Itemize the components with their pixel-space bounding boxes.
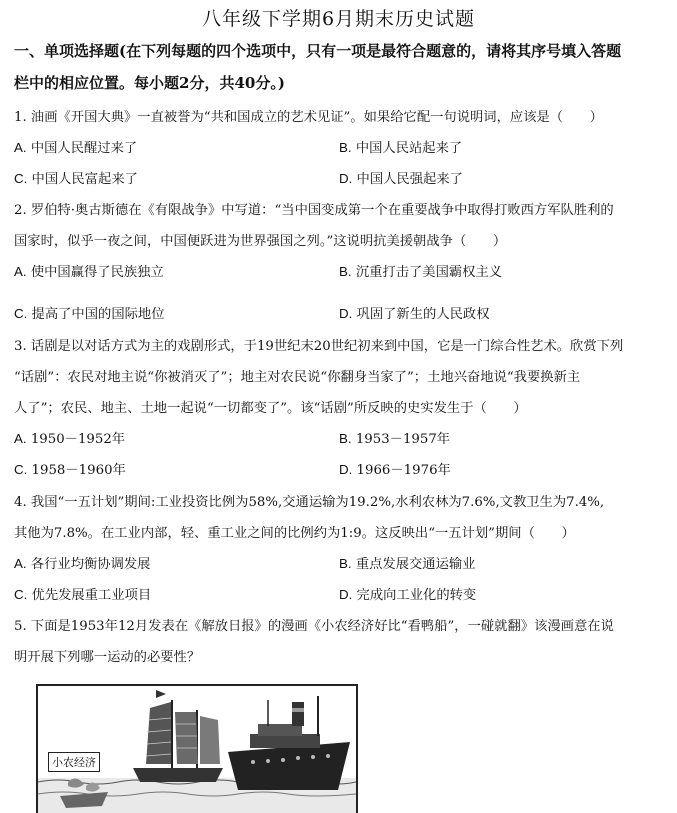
option-text: 完成向工业化的转变: [356, 588, 477, 603]
cartoon-drawing: [38, 686, 356, 813]
q4-option-d[interactable]: [339, 584, 476, 603]
q3-option-d[interactable]: [339, 459, 451, 478]
option-key: B.: [339, 264, 352, 279]
q4-option-b[interactable]: [339, 553, 475, 572]
option-key: C.: [14, 587, 28, 602]
cartoon-figure: [36, 684, 358, 813]
section-heading-line1: 一、单项选择题(在下列每题的四个选项中，只有一项是最符合题意的，请将其序号填入答题: [14, 42, 622, 60]
option-text: 1953－1957年: [355, 432, 451, 447]
option-text: 使中国赢得了民族独立: [30, 265, 164, 280]
q1-option-c[interactable]: [14, 168, 138, 187]
option-key: C.: [14, 462, 28, 477]
q1-option-d[interactable]: [339, 168, 463, 187]
option-text: 中国人民强起来了: [356, 172, 463, 187]
option-key: C.: [14, 171, 28, 186]
option-text: 1950－1952年: [30, 432, 126, 447]
option-key: C.: [14, 306, 28, 321]
option-key: B.: [339, 140, 352, 155]
question-2-stem-line2: 国家时，似乎一夜之间，中国便跃进为世界强国之列。”这说明抗美援朝战争（ ）: [14, 234, 507, 249]
section-heading-line2: 栏中的相应位置。每小题2分，共40分。): [14, 74, 285, 92]
option-text: 提高了中国的国际地位: [31, 307, 165, 322]
question-3-stem-line2: “话剧”：农民对地主说“你被消灭了”；地主对农民说“你翻身当家了”；土地兴奋地说“我要换新主: [14, 370, 581, 385]
page-title: 八年级下学期6月期末历史试题: [201, 8, 476, 30]
option-key: B.: [339, 556, 352, 571]
option-key: D.: [339, 462, 353, 477]
q1-option-b[interactable]: [339, 137, 462, 156]
q3-option-c[interactable]: [14, 459, 126, 478]
q2-option-b[interactable]: [339, 261, 502, 280]
option-text: 中国人民富起来了: [31, 172, 138, 187]
question-2-stem-line1: 2. 罗伯特·奥古斯德在《有限战争》中写道：“当中国变成第一个在重要战争中取得打败西方军队胜利的: [14, 203, 614, 218]
option-text: 沉重打击了美国霸权主义: [355, 265, 503, 280]
option-key: D.: [339, 306, 353, 321]
question-5-stem-line2: 明开展下列哪一运动的必要性？: [14, 650, 201, 665]
question-5-stem-line1: 5. 下面是1953年12月发表在《解放日报》的漫画《小农经济好比“看鸭船”，一碰就翻》该漫画意在说: [14, 619, 614, 634]
q3-option-a[interactable]: [14, 428, 125, 447]
option-text: 中国人民站起来了: [355, 141, 463, 156]
cartoon-label: 小农经济: [48, 752, 100, 772]
q2-option-a[interactable]: [14, 261, 164, 280]
option-text: 巩固了新生的人民政权: [356, 307, 490, 322]
q2-option-c[interactable]: [14, 303, 165, 322]
question-3-stem-line3: 人了”；农民、地主、土地一起说“一切都变了”。该“话剧”所反映的史实发生于（ ）: [14, 401, 527, 416]
q2-option-d[interactable]: [339, 303, 490, 322]
option-key: A.: [14, 431, 27, 446]
option-text: 1958－1960年: [31, 463, 126, 478]
option-key: A.: [14, 556, 27, 571]
q3-option-b[interactable]: [339, 428, 450, 447]
question-4-stem-line2: 其他为7.8%。在工业内部，轻、重工业之间的比例约为1:9。这反映出“一五计划”期间（ ）: [14, 526, 575, 541]
option-text: 重点发展交通运输业: [355, 557, 476, 572]
option-key: B.: [339, 431, 352, 446]
option-text: 中国人民醒过来了: [30, 141, 138, 156]
q1-option-a[interactable]: [14, 137, 137, 156]
option-text: 各行业均衡协调发展: [30, 557, 151, 572]
option-key: A.: [14, 140, 27, 155]
option-text: 1966－1976年: [356, 463, 451, 478]
option-text: 优先发展重工业项目: [31, 588, 152, 603]
question-3-stem-line1: 3. 话剧是以对话方式为主的戏剧形式，于19世纪末20世纪初来到中国，它是一门综合性艺术。欣赏下列: [14, 339, 624, 354]
q4-option-c[interactable]: [14, 584, 151, 603]
q4-option-a[interactable]: [14, 553, 150, 572]
question-1-stem: 1. 油画《开国大典》一直被誉为“共和国成立的艺术见证”。如果给它配一句说明词，应该是（ ）: [14, 110, 603, 125]
option-key: D.: [339, 171, 353, 186]
option-key: D.: [339, 587, 353, 602]
option-key: A.: [14, 264, 27, 279]
question-4-stem-line1: 4. 我国“一五计划”期间:工业投资比例为58%,交通运输为19.2%,水利农林为7.6%,文教卫生为7.4%,: [14, 495, 605, 510]
